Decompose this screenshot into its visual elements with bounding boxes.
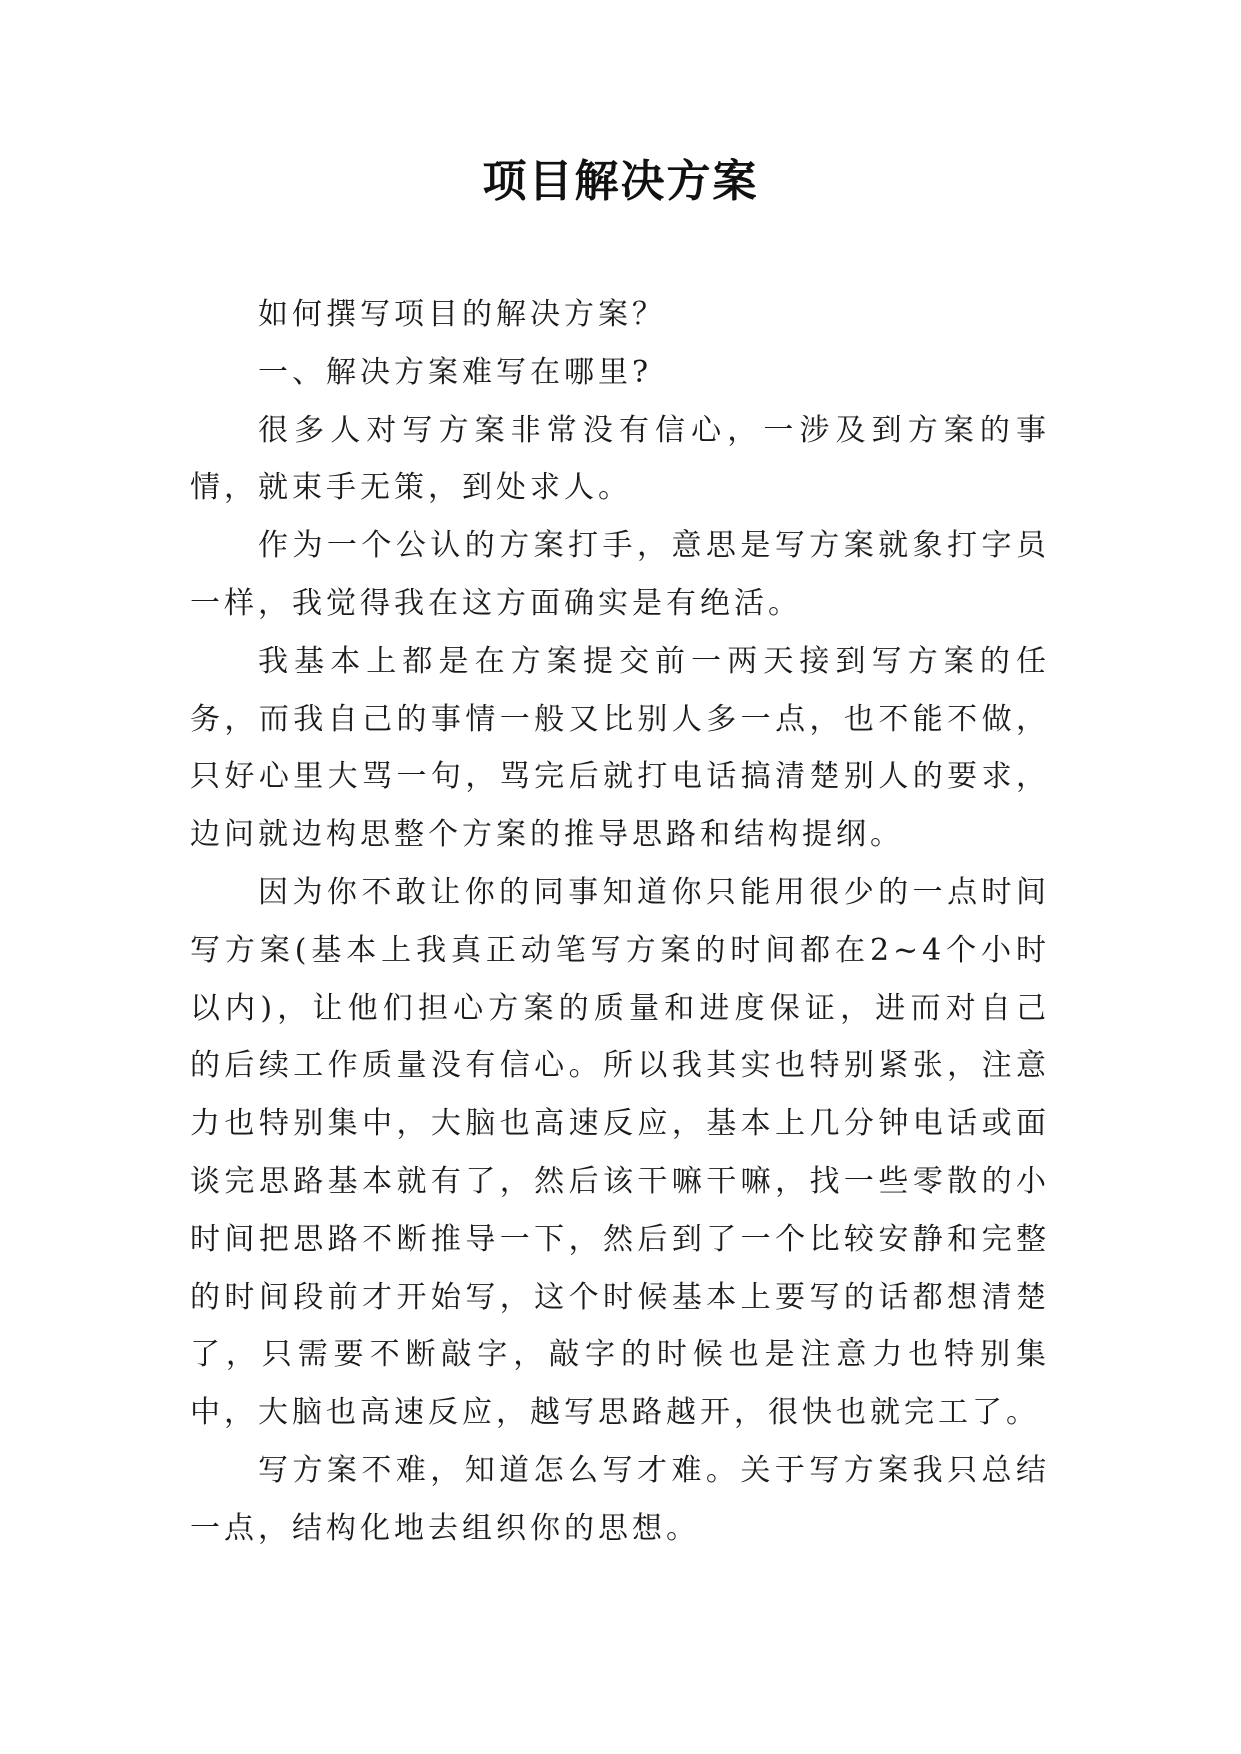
paragraph: 因为你不敢让你的同事知道你只能用很少的一点时间写方案(基本上我真正动笔写方案的时间都在2~4个小时以内)，让他们担心方案的质量和进度保证，进而对自己的后续工作质量没有信心。所以我其实也特别紧张，注意力也特别集中，大脑也高速反应，基本上几分钟电话或面谈完思路基本就有了，然后该干嘛干嘛，找一些零散的小时间把思路不断推导一下，然后到了一个比较安静和完整的时间段前才开始写，这个时候基本上要写的话都想清楚了，只需要不断敲字，敲字的时候也是注意力也特别集中，大脑也高速反应，越写思路越开，很快也就完工了。 xyxy=(190,874,1050,1431)
paragraph: 很多人对写方案非常没有信心，一涉及到方案的事情，就束手无策，到处求人。 xyxy=(190,412,1050,506)
paragraph-question: 如何撰写项目的解决方案？ xyxy=(258,297,666,332)
document-body xyxy=(190,286,1050,1558)
paragraph: 作为一个公认的方案打手，意思是写方案就象打字员一样，我觉得我在这方面确实是有绝活。 xyxy=(190,528,1050,621)
paragraph-section-heading: 一、解决方案难写在哪里? xyxy=(258,354,653,390)
paragraph: 我基本上都是在方案提交前一两天接到写方案的任务，而我自己的事情一般又比别人多一点，也不能不做，只好心里大骂一句，骂完后就打电话搞清楚别人的要求，边问就边构思整个方案的推导思路和结构提纲。 xyxy=(190,643,1050,853)
paragraph: 写方案不难，知道怎么写才难。关于写方案我只总结一点，结构化地去组织你的思想。 xyxy=(190,1452,1050,1546)
document-title: 项目解决方案 xyxy=(482,156,759,207)
